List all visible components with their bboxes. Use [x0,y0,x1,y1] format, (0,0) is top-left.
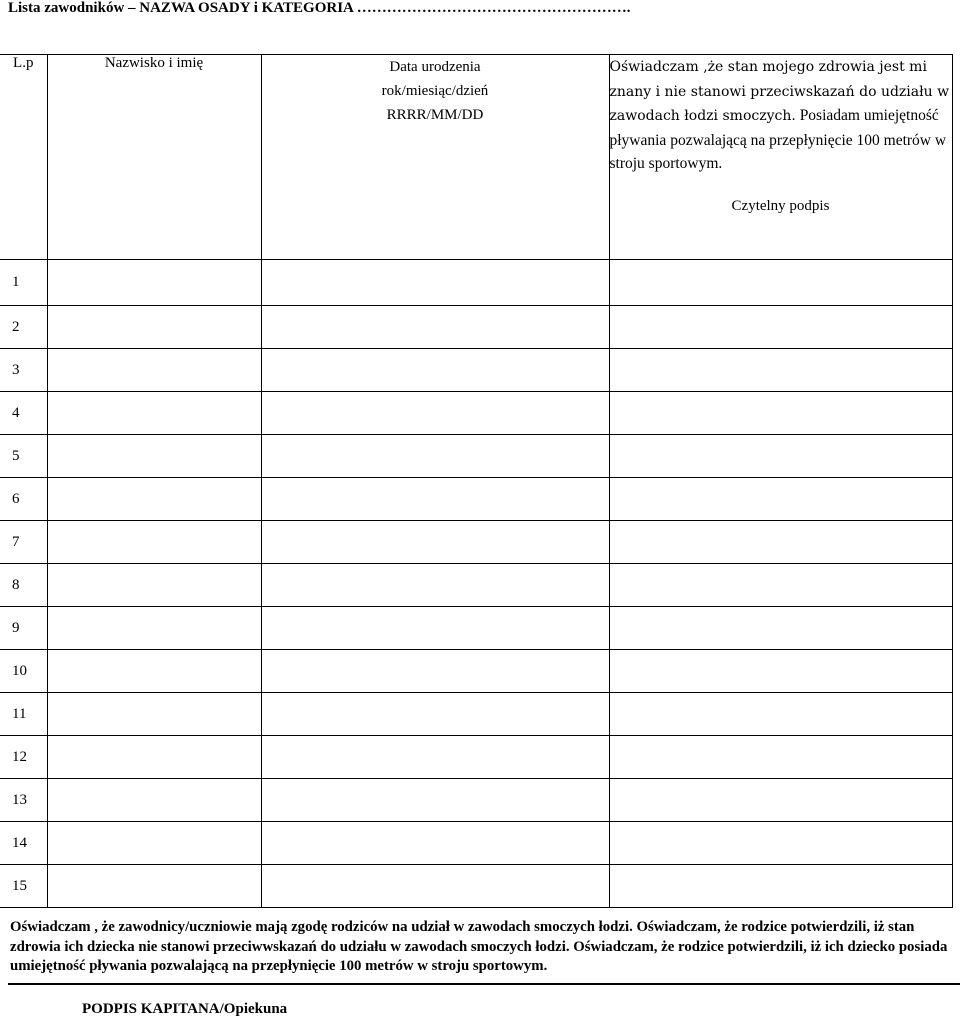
signature-cell[interactable] [609,736,952,779]
header-birth-date-line2: rok/miesiąc/dzień [381,83,489,99]
table-row [0,478,952,521]
document-title: Lista zawodników – NAZWA OSADY i KATEGORIA ………………………………………………. [8,0,631,16]
header-name: Nazwisko i imię [47,55,261,260]
row-number: 12 [0,736,47,779]
captain-signature-label: PODPIS KAPITANA/Opiekuna [82,1001,288,1017]
row-number: 5 [0,435,47,478]
birth-date-cell[interactable] [261,478,609,521]
birth-date-cell[interactable] [261,607,609,650]
table-row [0,564,952,607]
table-row [0,650,952,693]
row-number: 15 [0,865,47,908]
signature-cell[interactable] [609,564,952,607]
table-row [0,392,952,435]
health-declaration-text [610,55,952,176]
name-cell[interactable] [47,392,261,435]
row-number: 7 [0,521,47,564]
table-row [0,736,952,779]
header-birth-date-line3: RRRR/MM/DD [386,107,484,123]
header-lp: L.p [0,55,47,260]
birth-date-cell[interactable] [261,521,609,564]
signature-cell[interactable] [609,435,952,478]
table-row [0,349,952,392]
birth-date-cell[interactable] [261,736,609,779]
signature-cell[interactable] [609,779,952,822]
header-birth-date [261,55,609,260]
name-cell[interactable] [47,736,261,779]
birth-date-cell[interactable] [261,435,609,478]
signature-cell[interactable] [609,260,952,306]
table-row [0,779,952,822]
row-number: 10 [0,650,47,693]
name-cell[interactable] [47,865,261,908]
table-row [0,607,952,650]
birth-date-cell[interactable] [261,260,609,306]
name-cell[interactable] [47,822,261,865]
birth-date-cell[interactable] [261,779,609,822]
row-number: 11 [0,693,47,736]
signature-cell[interactable] [609,349,952,392]
row-number: 8 [0,564,47,607]
signature-cell[interactable] [609,607,952,650]
name-cell[interactable] [47,349,261,392]
header-birth-date-line1: Data urodzenia [389,59,481,75]
signature-cell[interactable] [609,693,952,736]
birth-date-cell[interactable] [261,349,609,392]
header-signature-label: Czytelny podpis [731,197,830,214]
name-cell[interactable] [47,564,261,607]
name-cell[interactable] [47,607,261,650]
header-declaration [609,55,952,260]
signature-cell[interactable] [609,822,952,865]
signature-line [8,983,960,985]
name-cell[interactable] [47,478,261,521]
name-cell[interactable] [47,260,261,306]
table-row [0,865,952,908]
roster-table [0,54,953,908]
swimming-declaration: Posiadam umiejętność pływania pozwalającą na przepłynięcie 100 metrów w stroju sportowym. [609,107,947,172]
table-row [0,260,952,306]
table-row [0,306,952,349]
birth-date-cell[interactable] [261,392,609,435]
name-cell[interactable] [47,693,261,736]
signature-cell[interactable] [609,521,952,564]
signature-cell[interactable] [609,650,952,693]
name-cell[interactable] [47,779,261,822]
header-row [0,55,952,260]
name-cell[interactable] [47,435,261,478]
table-row [0,435,952,478]
footer-declaration: Oświadczam , że zawodnicy/uczniowie mają zgodę rodziców na udział w zawodach smoczych łodzi. Oświadczam, że rodzice potwierdzili, iż stan zdrowia ich dziecka nie stanowi przeciwwskazań do udziału w zawodach smoczych łodzi. Oświadczam, że rodzice potwierdzili, iż ich dziecko posiada umiejętność pływania pozwalającą na przepłynięcie 100 metrów w stroju sportowym. [10,919,948,974]
birth-date-cell[interactable] [261,822,609,865]
name-cell[interactable] [47,650,261,693]
row-number: 1 [0,260,47,306]
signature-cell[interactable] [609,478,952,521]
signature-cell[interactable] [609,392,952,435]
signature-cell[interactable] [609,865,952,908]
table-row [0,521,952,564]
row-number: 14 [0,822,47,865]
table-row [0,693,952,736]
row-number: 4 [0,392,47,435]
row-number: 13 [0,779,47,822]
table-row [0,822,952,865]
row-number: 3 [0,349,47,392]
birth-date-cell[interactable] [261,865,609,908]
birth-date-cell[interactable] [261,693,609,736]
signature-cell[interactable] [609,306,952,349]
row-number: 9 [0,607,47,650]
name-cell[interactable] [47,521,261,564]
birth-date-cell[interactable] [261,564,609,607]
birth-date-cell[interactable] [261,306,609,349]
row-number: 6 [0,478,47,521]
birth-date-cell[interactable] [261,650,609,693]
name-cell[interactable] [47,306,261,349]
row-number: 2 [0,306,47,349]
health-declaration: Oświadczam ,że stan mojego zdrowia jest mi znany i nie stanowi przeciwskazań do udziału w zawodach łodzi smoczych. [609,59,950,124]
